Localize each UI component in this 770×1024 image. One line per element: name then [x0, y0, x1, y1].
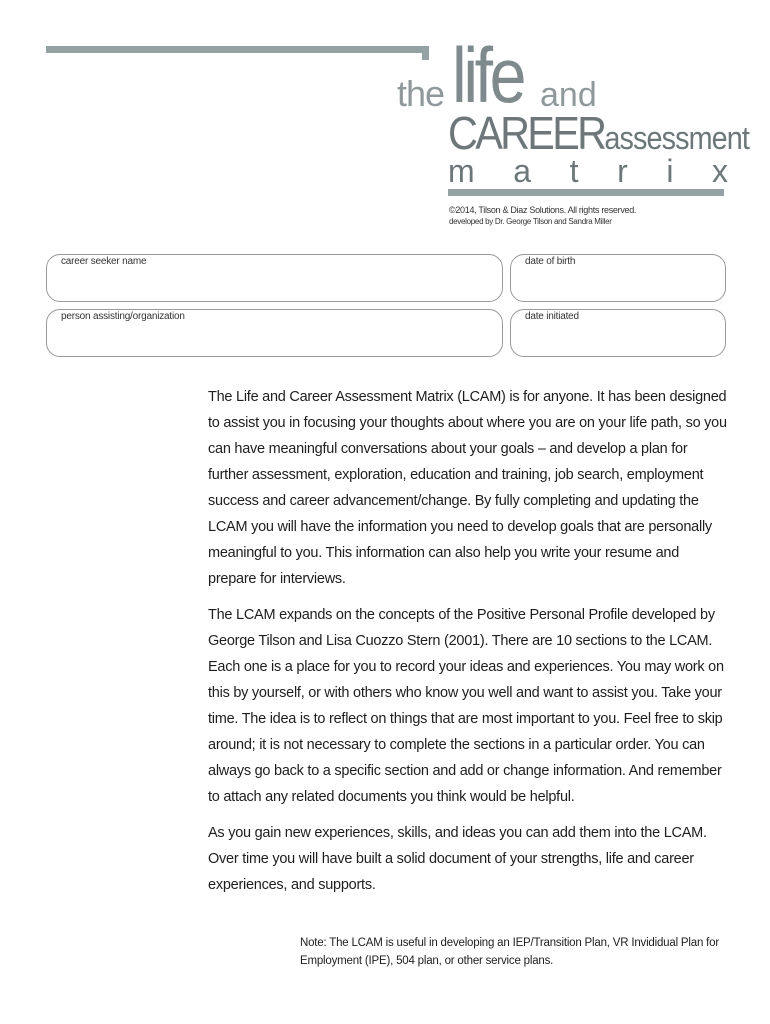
logo-life: life [452, 31, 524, 119]
logo-the: the [397, 73, 445, 114]
career-seeker-name-field[interactable] [46, 254, 503, 302]
logo-matrix-letter: r [617, 153, 628, 189]
service-plan-note: Note: The LCAM is useful in developing an IEP/Transition Plan, VR Invididual Plan for Employment (IPE), 504 plan, or other service plans. [300, 937, 719, 967]
logo-bottom-bar [448, 189, 724, 196]
copyright-notice: ©2014, Tilson & Diaz Solutions. All rights reserved. [449, 205, 637, 215]
intro-paragraph-3: As you gain new experiences, skills, and ideas you can add them into the LCAM. Over time you will have built a solid document of your strengths, life and career experiences, and supports. [208, 825, 707, 893]
developed-by: developed by Dr. George Tilson and Sandra Miller [449, 217, 612, 226]
logo-career-word: CAREER [448, 107, 605, 159]
intro-paragraph-2: The LCAM expands on the concepts of the Positive Personal Profile developed by George Tilson and Lisa Cuozzo Stern (2001). There are 10 sections to the LCAM. Each one is a place for you to record your ideas and experiences. You may work on this by yourself, or with others who know you well and want to assist you. Take your time. The idea is to reflect on things that are most important to you. Feel free to skip around; it is not necessary to complete the sections in a particular order. You can always go back to a specific section and add or change information. And remember to attach any related documents you think would be helpful. [208, 607, 724, 805]
logo-matrix [448, 155, 728, 187]
date-initiated-field[interactable] [510, 309, 726, 357]
person-assisting-label: person assisting/organization [61, 311, 185, 322]
date-of-birth-field[interactable] [510, 254, 726, 302]
logo-assessment-word: assessment [604, 120, 750, 156]
logo-bar-corner [422, 46, 429, 60]
logo-matrix-letter: i [666, 153, 674, 189]
logo-and: and [540, 76, 597, 114]
logo-matrix-letter: x [712, 153, 728, 189]
career-seeker-name-label: career seeker name [61, 256, 147, 267]
intro-paragraph-1: The Life and Career Assessment Matrix (LCAM) is for anyone. It has been designed to assist you in focusing your thoughts about where you are on your life path, so you can have meaningful conversations about your goals – and develop a plan for further assessment, exploration, education and training, job search, employment success and career advancement/change. By fully completing and updating the LCAM you will have the information you need to develop goals that are personally meaningful to you. This information can also help you write your resume and prepare for interviews. [208, 389, 727, 587]
logo-matrix-letter: m [448, 153, 475, 189]
logo-matrix-letter: a [513, 153, 532, 189]
logo-matrix-letter: t [569, 153, 579, 189]
date-initiated-label: date initiated [525, 311, 579, 322]
person-assisting-field[interactable] [46, 309, 503, 357]
logo-career-assessment [448, 107, 750, 159]
date-of-birth-label: date of birth [525, 256, 576, 267]
intro-text [208, 384, 728, 908]
logo-top-bar [46, 46, 426, 53]
